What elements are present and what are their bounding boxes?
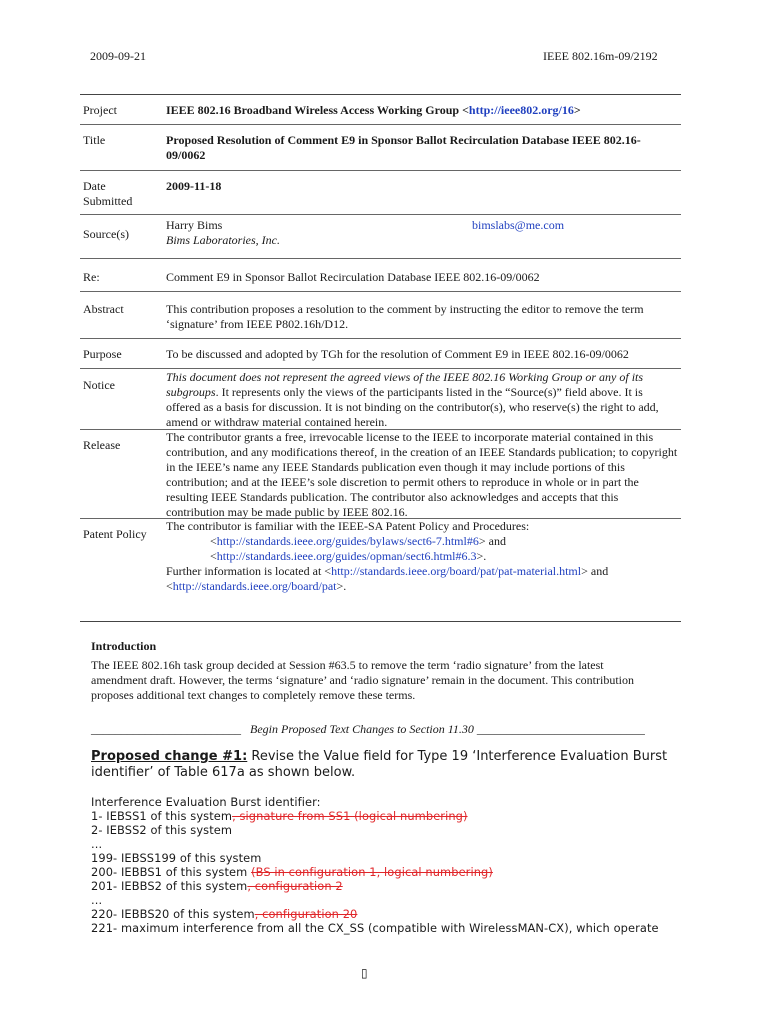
opman-link[interactable]: http://standards.ieee.org/guides/opman/sect6.html#6.3 [216,549,477,563]
release-value: The contributor grants a free, irrevocable license to the IEEE to incorporate material contained in this contribution, and any modifications thereof, in the creation of an IEEE Standards publication; to copyright in the IEEE’s name any IEEE Standards publication even though it may include portions of this contribution; and at the IEEE’s sole discretion to permit others to reproduce in whole or in part the resulting IEEE Standards publication. The contributor also acknowledges and accepts that this contribution may be made public by IEEE 802.16. [166,430,678,519]
list-item: 220- IEBBS20 of this system, configuration 20 [91,907,358,921]
bylaws-link[interactable]: http://standards.ieee.org/guides/bylaws/sect6-7.html#6 [216,534,479,548]
row-divider [80,291,681,292]
abstract-label: Abstract [83,302,124,316]
list-item: 221- maximum interference from all the CX_SS (compatible with WirelessMAN-CX), which operate [91,921,659,935]
iebid-list [91,795,691,935]
project-label: Project [83,103,117,117]
intro-body: The IEEE 802.16h task group decided at Session #63.5 to remove the term ‘radio signature’ from the latest amendment draft. However, the terms ‘signature’ and ‘radio signature’ remain in the document. This contribution proposes additional text changes to completely remove these terms. [91,658,635,702]
row-divider [80,258,681,259]
proposed-change-1: Proposed change #1: Revise the Value field for Type 19 ‘Interference Evaluation Burst identifier’ of Table 617a as shown below. [91,749,668,780]
project-text: IEEE 802.16 Broadband Wireless Access Working Group < [166,103,469,117]
row-divider [80,368,681,369]
title-line2: 09/0062 [166,148,206,162]
row-divider [80,124,681,125]
title-value [166,133,681,163]
begin-changes-marker: _________________________ Begin Proposed Text Changes to Section 11.30 ____________________________ [91,722,645,736]
source-org: Bims Laboratories, Inc. [166,233,280,247]
re-value: Comment E9 in Sponsor Ballot Recirculation Database IEEE 802.16-09/0062 [166,270,540,284]
header-doc-id: IEEE 802.16m-09/2192 [543,49,658,63]
source-email-link[interactable]: bimslabs@me.com [472,218,565,232]
project-after: > [573,103,581,117]
pat-material-link[interactable]: http://standards.ieee.org/board/pat/pat-material.html [331,564,582,578]
list-item: 1- IEBSS1 of this system, signature from SS1 (logical numbering) [91,809,468,823]
abstract-value: This contribution proposes a resolution to the comment by instructing the editor to remove the term ‘signature’ from IEEE P802.16h/D12. [166,302,644,331]
project-link[interactable]: http://ieee802.org/16 [468,103,574,117]
row-divider [80,214,681,215]
patent-label: Patent Policy [83,527,147,541]
date-label: Date Submitted [83,179,133,208]
proposed-change-label: Proposed change #1: [91,749,248,764]
row-divider [80,338,681,339]
list-item: ... [91,837,103,851]
source-name: Harry Bims [166,218,223,232]
table-top-rule [80,94,681,95]
row-divider [80,170,681,171]
patent-value: The contributor is familiar with the IEEE-SA Patent Policy and Procedures: <http://standards.ieee.org/guides/bylaws/sect6-7.html#6> and <http://standards.ieee.org/guides/opman/sect6.html#6.3>. Further information is located at <http://standards.ieee.org/board/pat/pat-material.html> and <http://standards.ieee.org/board/pat>. [166,519,609,593]
list-item: 199- IEBSS199 of this system [91,851,262,865]
list-item: Interference Evaluation Burst identifier: [91,795,321,809]
list-item: 2- IEBSS2 of this system [91,823,233,837]
list-item: 201- IEBBS2 of this system, configuration 2 [91,879,343,893]
title-line1: Proposed Resolution of Comment E9 in Sponsor Ballot Recirculation Database IEEE 802.16- [166,133,641,147]
list-item: ... [91,893,103,907]
source-label: Source(s) [83,227,129,241]
title-label: Title [83,133,106,147]
purpose-label: Purpose [83,347,122,361]
notice-label: Notice [83,378,115,392]
page-number: ▯ [361,966,368,980]
list-item: 200- IEBBS1 of this system (BS in configuration 1, logical numbering) [91,865,493,879]
release-label: Release [83,438,121,452]
header-date: 2009-09-21 [90,49,146,63]
date-value: 2009-11-18 [166,179,222,193]
purpose-value: To be discussed and adopted by TGh for the resolution of Comment E9 in IEEE 802.16-09/0062 [166,347,629,361]
table-bottom-rule [80,621,681,622]
notice-value: This document does not represent the agreed views of the IEEE 802.16 Working Group or any of its subgroups. It represents only the views of the participants listed in the “Source(s)” field above. It is offered as a basis for discussion. It is not binding on the contributor(s), who reserve(s) the right to add, amend or withdraw material contained herein. [166,370,659,429]
project-value [166,103,681,118]
board-pat-link[interactable]: http://standards.ieee.org/board/pat [172,579,337,593]
source-value [166,218,681,248]
re-label: Re: [83,270,100,284]
intro-heading: Introduction [91,639,157,653]
